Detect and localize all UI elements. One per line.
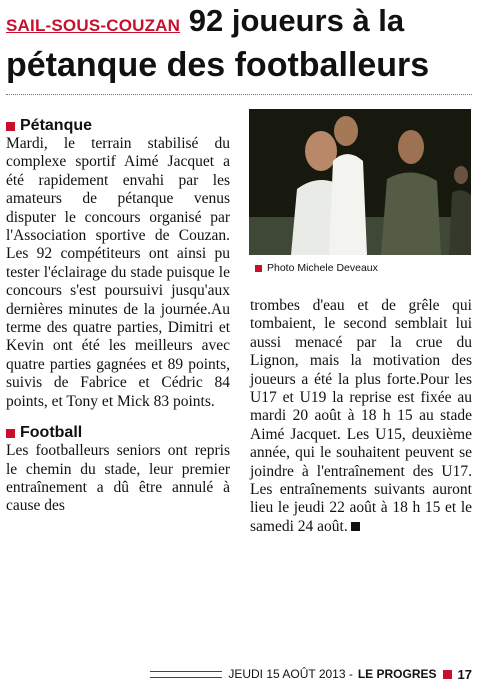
footer-newspaper-name: LE PROGRES	[357, 667, 437, 681]
footer-page-number: 17	[457, 666, 472, 682]
headline-line1	[6, 4, 472, 42]
right-column	[250, 297, 472, 536]
left-column	[6, 117, 230, 516]
page-footer	[150, 664, 472, 684]
article-photo	[249, 109, 471, 255]
headline	[6, 4, 472, 84]
section-heading-label: Football	[20, 424, 83, 442]
section-heading-petanque	[6, 117, 230, 135]
article-paragraph-petanque: Mardi, le terrain stabilisé du complexe sportif Aimé Jacquet a été rapidement envahi par les amateurs de pétanque venus disputer le concours organisé par l'Association sportive de Couzan. Les 92 compétiteurs ont ainsi pu tester l'éclairage du stade puisque le concours s'est poursuivi jusqu'aux dernières minutes de la journée.Au terme des quatre parties, Dimitri et Kevin ont été les meilleurs avec quatre parties gagnées et 89 points, suivis de Fabrice et Cédric 84 points, et Tony et Mick 83 points.	[6, 135, 230, 410]
footer-square-icon	[443, 670, 452, 679]
players-photo-illustration	[249, 109, 471, 255]
photo-caption-text: Photo Michele Deveaux	[267, 262, 378, 274]
kicker-location: SAIL-SOUS-COUZAN	[6, 16, 181, 35]
square-bullet-icon	[255, 265, 262, 272]
title-line2: pétanque des footballeurs	[6, 46, 430, 84]
section-heading-football	[6, 424, 230, 442]
footer-date: JEUDI 15 AOÛT 2013 -	[228, 667, 353, 681]
article-paragraph-football: Les footballeurs seniors ont repris le chemin du stade, leur premier entraînement a dû être annulé à cause des	[6, 442, 230, 515]
photo-caption	[255, 262, 378, 274]
article-paragraph-continued	[250, 297, 472, 536]
end-mark-icon	[351, 522, 360, 531]
square-bullet-icon	[6, 429, 15, 438]
square-bullet-icon	[6, 122, 15, 131]
continuation-text: trombes d'eau et de grêle qui tombaient, le second semblait lui aussi menacé par la crue du Lignon, mais la motivation des joueurs a été la plus forte.Pour les U17 et U19 la reprise est fixée au mardi 20 août à 18 h 15 au stade Aimé Jacquet. Les U15, deuxième année, qui le souhaitent peuvent se joindre à l'entraînement des U17. Les entraînements suivants auront lieu le jeudi 22 août à 18 h 15 et le samedi 24 août.	[250, 297, 472, 535]
section-heading-label: Pétanque	[20, 117, 93, 134]
title-line1: 92 joueurs à la	[188, 3, 405, 38]
header-divider	[6, 94, 472, 95]
footer-rule	[150, 671, 222, 678]
